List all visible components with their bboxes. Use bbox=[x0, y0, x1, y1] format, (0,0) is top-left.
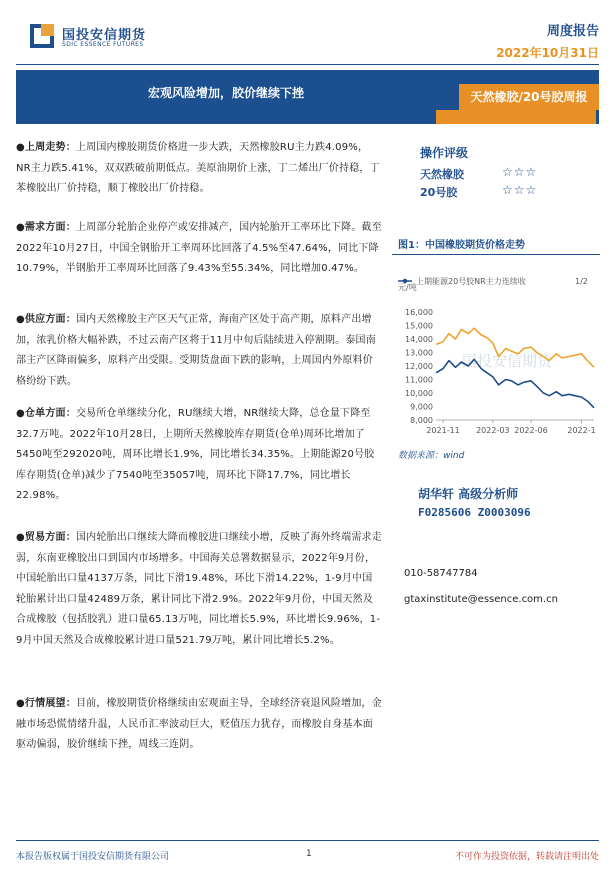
section-text: 交易所仓单继续分化，RU继续大增，NR继续大降，总仓量下降至32.7万吨。2022年10月28日，上期所天然橡胶库存期货(仓单)周环比增加了5450吨至292020吨，周环比增长1.9%，同比增长34.35%。上期能源20号胶库存期货(仓单)减少了7540吨至35057吨，周环比下降17.7%，同比增长22.98%。 bbox=[16, 408, 375, 502]
company-name-cn: 国投安信期货 bbox=[62, 28, 147, 43]
analyst-email[interactable]: gtaxinstitute@essence.com.cn bbox=[404, 594, 558, 605]
analyst-phone: 010-58747784 bbox=[404, 568, 478, 579]
footer-divider bbox=[16, 840, 599, 841]
rating-item-name: 20号胶 bbox=[420, 186, 458, 199]
rating-item-name: 天然橡胶 bbox=[420, 168, 464, 181]
title-banner bbox=[16, 70, 599, 124]
chart-watermark: 国投安信期货 bbox=[462, 352, 553, 370]
rating-title: 操作评级 bbox=[420, 146, 469, 160]
y-tick-label: 11,000 bbox=[405, 375, 433, 385]
section-text: 上周国内橡胶期货价格进一步大跌，天然橡胶RU主力跌4.09%，NR主力跌5.41%，双双跌破前期低点。美原油期价上涨，丁二烯出厂价持稳，丁苯橡胶出厂价持稳，顺丁橡胶出厂价持稳。 bbox=[16, 142, 380, 195]
section-heading: ●上周走势： bbox=[16, 142, 76, 153]
figure-title: 图1：中国橡胶期货价格走势 bbox=[398, 240, 525, 251]
x-tick-label: 2021-11 bbox=[426, 426, 460, 435]
legend-marker-icon bbox=[403, 279, 407, 283]
company-name-en: SDIC ESSENCE FUTURES bbox=[62, 41, 144, 48]
analyst-license-id: F0285606 Z0003096 bbox=[418, 506, 531, 519]
chart-unit: 元/吨 bbox=[398, 283, 417, 292]
footer-copyright: 本报告版权属于国投安信期货有限公司 bbox=[16, 852, 170, 862]
section-text: 国内轮胎出口继续大降而橡胶进口继续小增，反映了海外终端需求走弱，东南亚橡胶出口到国内市场增多。中国海关总署数据显示，2022年9月份，中国轮胎出口量4137万条，同比下滑19.48%，环比下滑14.22%，1-9月中国轮胎累计出口量42489万条，累计同比下滑2.9%。2022年9月份，中国天然及合成橡胶（包括胶乳）进口量65.13万吨，同比增长5.9%，环比增长9.96%，1-9月中国天然及合成橡胶累计进口量521.79万吨，累计同比增长5.2%。 bbox=[16, 532, 382, 646]
y-tick-label: 14,000 bbox=[405, 335, 433, 344]
chart-legend-label[interactable]: 上期能源20号胶NR主力连续收 bbox=[416, 277, 526, 286]
page-number: 1 bbox=[306, 849, 312, 859]
section-text: 上周部分轮胎企业停产或安排减产，国内轮胎开工率环比下降。截至2022年10月27日，中国全钢胎开工率周环比回落了4.5%至47.64%，同比下降10.79%，半钢胎开工率周环比回落了9.43%至55.34%，同比增加0.47%。 bbox=[16, 222, 382, 275]
section-weekly-trend bbox=[16, 138, 382, 200]
y-tick-label: 15,000 bbox=[405, 321, 433, 331]
y-tick-label: 8,000 bbox=[410, 416, 433, 425]
y-tick-label: 12,000 bbox=[405, 362, 433, 371]
report-date: 2022年10月31日 bbox=[496, 46, 599, 60]
y-tick-label: 16,000 bbox=[405, 308, 433, 317]
x-tick-label: 2022-03 bbox=[476, 426, 510, 435]
figure-divider bbox=[392, 254, 600, 255]
section-heading: ●需求方面： bbox=[16, 222, 76, 233]
y-tick-label: 10,000 bbox=[405, 389, 433, 398]
banner-accent bbox=[436, 110, 596, 124]
x-tick-label: 2022-1 bbox=[567, 426, 596, 435]
section-supply bbox=[16, 310, 382, 392]
section-trade bbox=[16, 528, 382, 652]
rating-stars-icon: ☆☆☆ bbox=[502, 165, 538, 179]
company-logo-icon bbox=[30, 24, 54, 48]
header-divider bbox=[16, 64, 599, 65]
price-chart bbox=[392, 264, 602, 440]
section-heading: ●供应方面： bbox=[16, 314, 76, 325]
section-demand bbox=[16, 218, 382, 280]
chart-plot-area bbox=[405, 308, 596, 435]
footer-disclaimer: 不可作为投资依据，转载请注明出处 bbox=[454, 852, 599, 862]
report-title: 宏观风险增加，胶价继续下挫 bbox=[147, 86, 304, 100]
section-heading: ●行情展望： bbox=[16, 698, 76, 709]
y-tick-label: 9,000 bbox=[410, 402, 433, 412]
report-type: 周度报告 bbox=[546, 24, 599, 39]
y-tick-label: 13,000 bbox=[405, 348, 433, 358]
analyst-name: 胡华轩 高级分析师 bbox=[418, 487, 519, 501]
rating-stars-icon: ☆☆☆ bbox=[502, 183, 538, 197]
figure-source: 数据来源：wind bbox=[398, 451, 465, 461]
x-tick-label: 2022-06 bbox=[514, 426, 548, 435]
section-heading: ●仓单方面： bbox=[16, 408, 76, 419]
section-outlook bbox=[16, 694, 382, 756]
section-text: 国内天然橡胶主产区天气正常，海南产区处于高产期，原料产出增加，浓乳价格大幅补跌，不过云南产区将于11月中旬后陆续进入停割期。泰国南部主产区降雨偏多，原料产出受限。受期货盘面下跌的影响，上周国内外原料价格纷纷下跌。 bbox=[16, 314, 376, 387]
section-warehouse-receipts bbox=[16, 404, 382, 507]
legend-page: 1/2 bbox=[575, 277, 588, 286]
section-heading: ●贸易方面： bbox=[16, 532, 76, 543]
report-category-tag: 天然橡胶/20号胶周报 bbox=[459, 84, 599, 110]
section-text: 目前，橡胶期货价格继续由宏观面主导，全球经济衰退风险增加，金融市场恐慌情绪升温，人民币汇率波动巨大，贬值压力犹存，而橡胶自身基本面驱动偏弱，胶价继续下挫，周线三连阴。 bbox=[16, 698, 382, 751]
